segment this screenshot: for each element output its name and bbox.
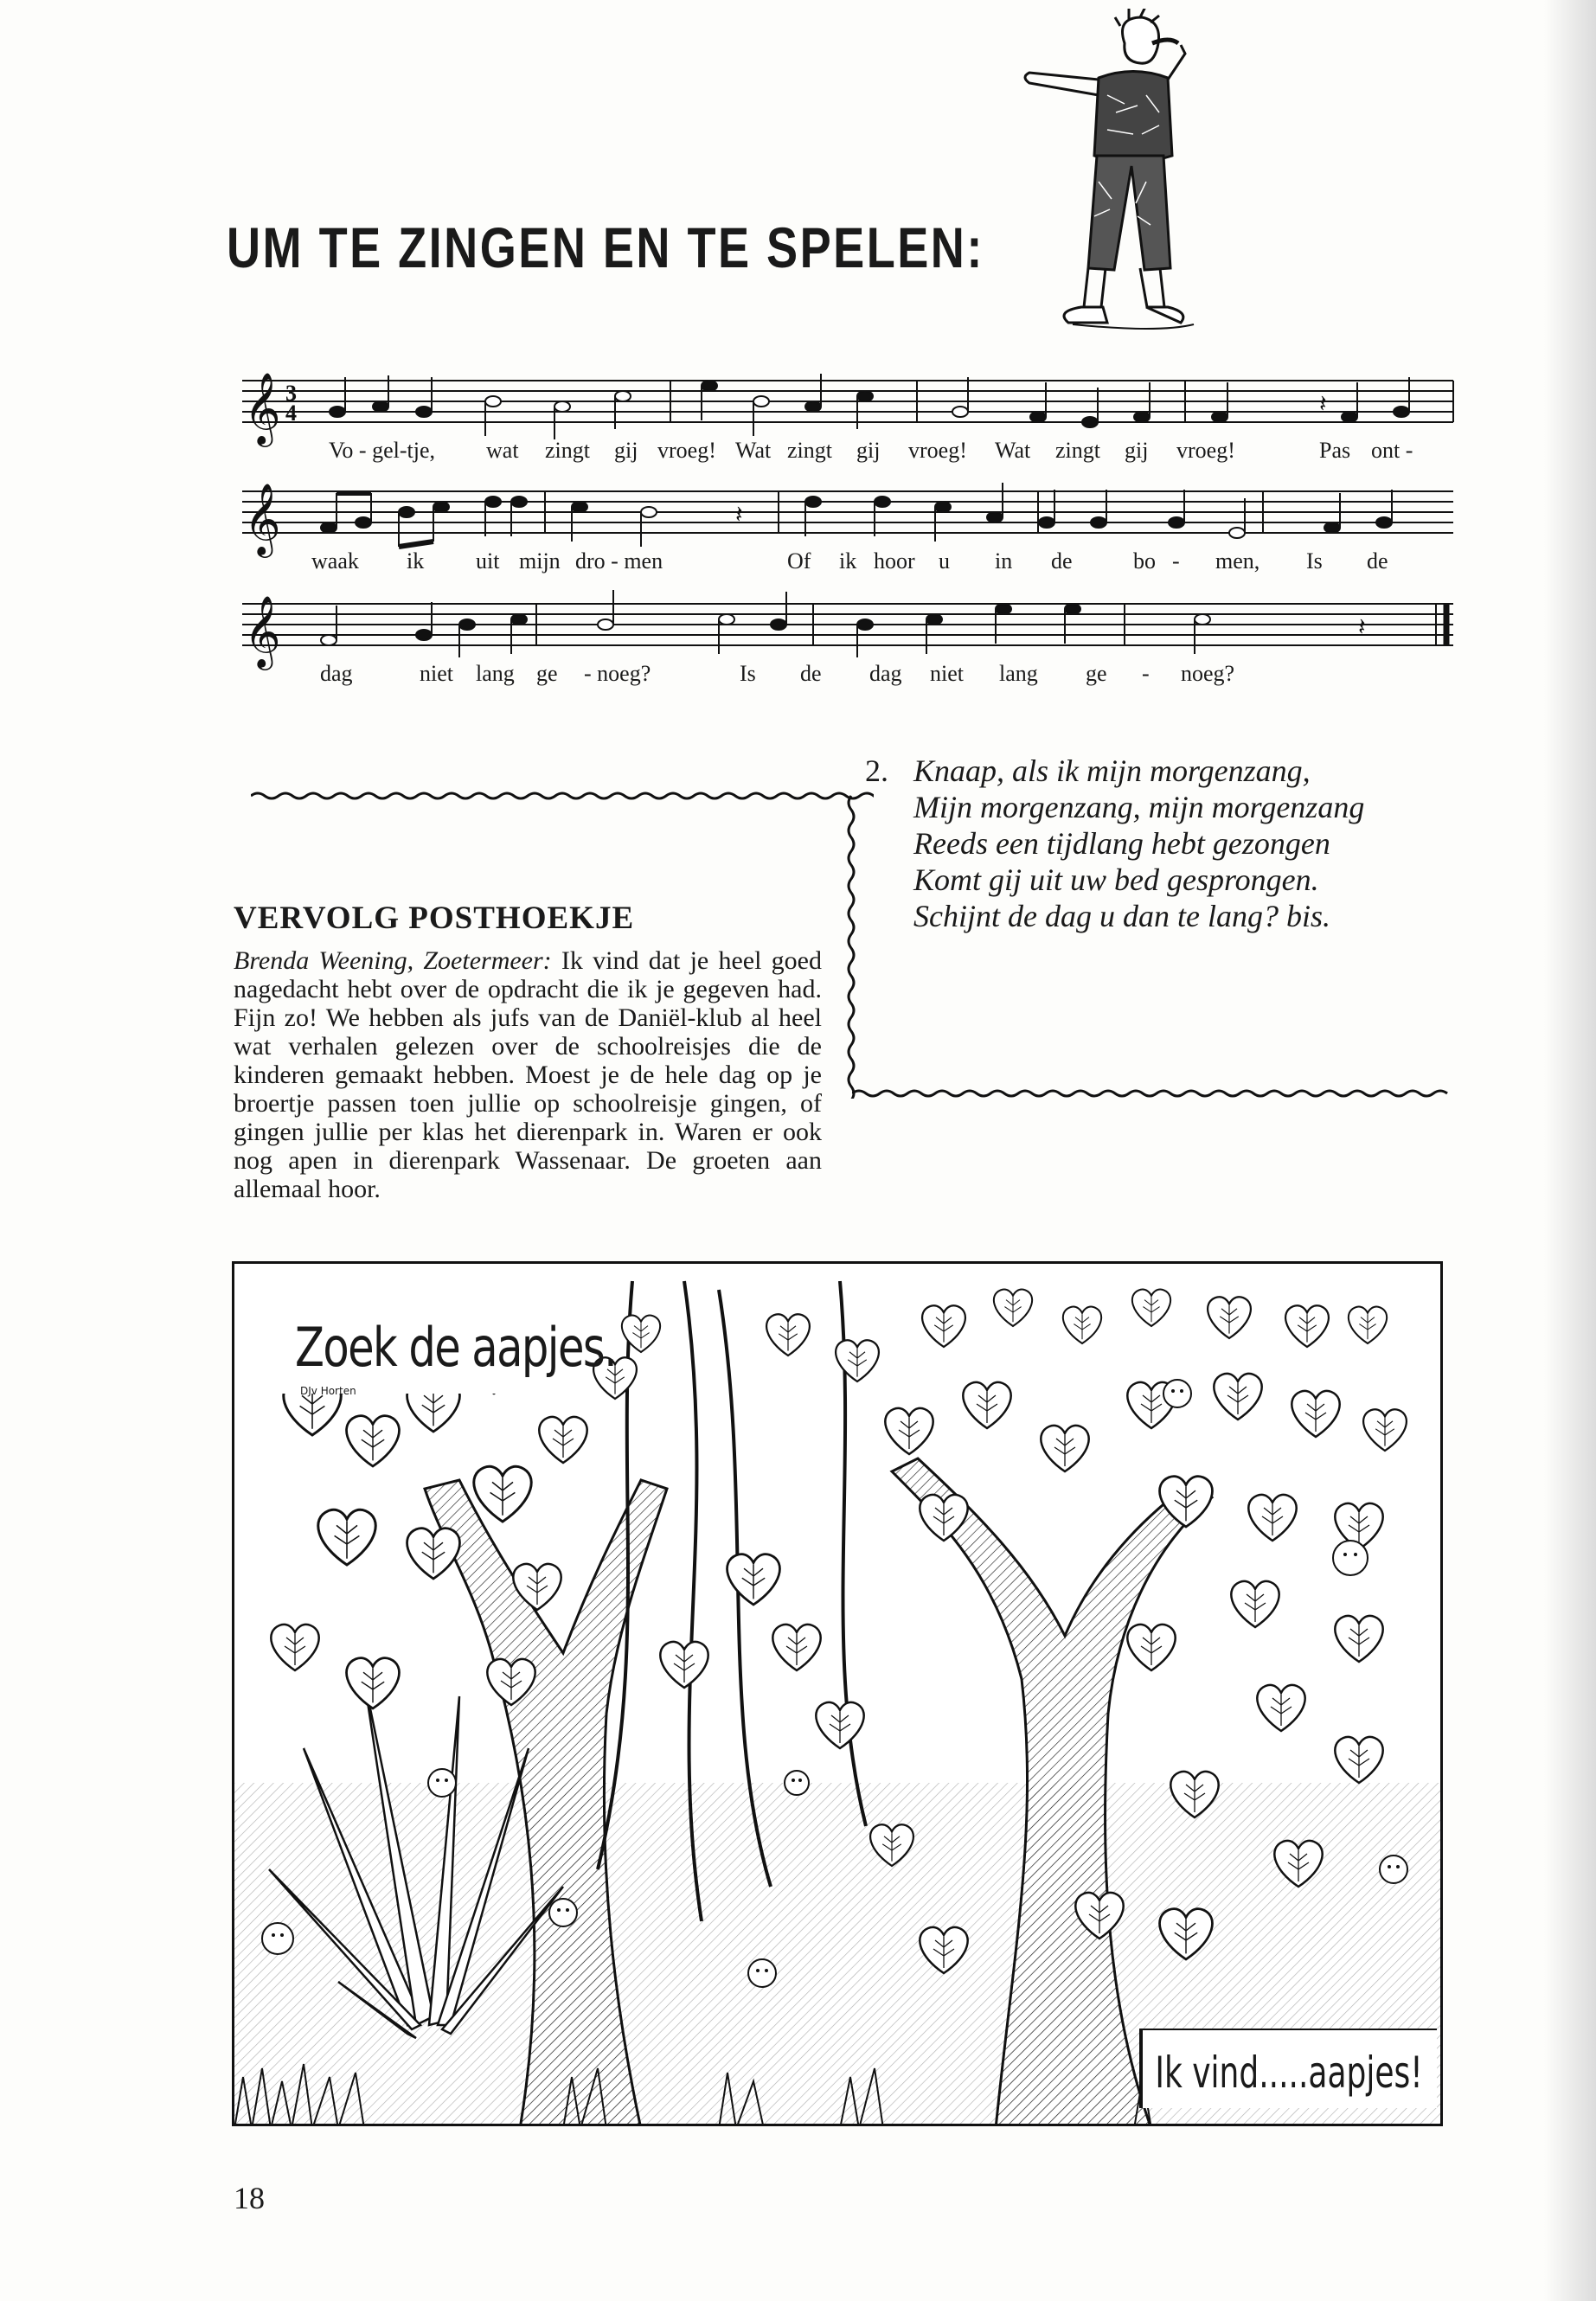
lyric-word: de	[800, 661, 822, 686]
lyric-word: lang	[476, 661, 515, 686]
answer-prompt: Ik vind.....aapjes!	[1155, 2048, 1423, 2098]
lyric-word: niet	[930, 661, 964, 686]
lyric-word: Vo - gel-tje,	[329, 438, 435, 463]
lyric-word: vroeg!	[1176, 438, 1235, 463]
verse-line: Mijn morgenzang, mijn morgenzang	[913, 790, 1365, 824]
wavy-divider	[852, 1083, 1449, 1104]
sheet-music	[242, 363, 1471, 709]
svg-text:𝄽: 𝄽	[1358, 612, 1366, 641]
lyric-word: Wat	[735, 438, 772, 463]
verse-line: 2. Knaap, als ik mijn morgenzang,	[865, 753, 1311, 788]
lyric-word: zingt	[787, 438, 832, 463]
lyric-word: ont -	[1371, 438, 1413, 463]
posthoekje-text	[234, 946, 822, 1203]
lyric-word: zingt	[1055, 438, 1100, 463]
posthoekje-author: Brenda Weening, Zoetermeer:	[234, 946, 552, 975]
lyric-word: niet	[420, 661, 453, 686]
lyric-word: Wat	[995, 438, 1031, 463]
lyric-word: ge	[536, 661, 558, 686]
svg-text:𝄽: 𝄽	[1319, 389, 1327, 418]
page-edge-shadow	[1544, 0, 1596, 2301]
verse-line: Reeds een tijdlang hebt gezongen	[913, 826, 1330, 861]
lyric-word: dag	[869, 661, 902, 686]
svg-text:𝄽: 𝄽	[735, 500, 743, 529]
puzzle-title: Zoek de aapjes.	[295, 1316, 617, 1379]
lyric-word: - noeg?	[584, 661, 651, 686]
lyric-word: ik	[407, 548, 425, 574]
lyric-word: mijn	[519, 548, 561, 574]
lyric-word: Of	[787, 548, 811, 574]
lyric-word: bo	[1133, 548, 1156, 574]
lyric-word: -	[1142, 661, 1150, 686]
verse-line: Komt gij uit uw bed gesprongen.	[913, 862, 1319, 897]
lyric-word: hoor	[874, 548, 915, 574]
lyric-word: gij	[1125, 438, 1149, 463]
lyric-word: gij	[614, 438, 638, 463]
find-the-monkeys-puzzle	[232, 1261, 1443, 2126]
lyric-word: noeg?	[1181, 661, 1235, 686]
svg-text:𝄞: 𝄞	[244, 482, 281, 554]
lyrics-line-3	[242, 661, 1471, 695]
lyric-word: in	[995, 548, 1013, 574]
lyrics-line-1	[242, 438, 1471, 472]
lyric-word: men,	[1215, 548, 1260, 574]
song-verse-2	[865, 753, 1364, 934]
lyric-word: gij	[856, 438, 881, 463]
lyric-word: u	[939, 548, 950, 574]
svg-text:𝄞: 𝄞	[244, 594, 281, 667]
lyric-word: uit	[476, 548, 500, 574]
lyric-word: ik	[839, 548, 857, 574]
music-staves	[242, 363, 1471, 709]
verse-number: 2.	[865, 753, 888, 788]
verse-line: Schijnt de dag u dan te lang? bis.	[913, 899, 1330, 933]
artist-signature: DJv Horten	[300, 1385, 356, 1397]
page-number: 18	[234, 2181, 265, 2215]
lyric-word: dro - men	[575, 548, 663, 574]
svg-text:4: 4	[285, 401, 297, 426]
lyric-word: lang	[999, 661, 1038, 686]
lyric-word: Is	[1306, 548, 1323, 574]
posthoekje-message: Ik vind dat je heel goed nagedacht hebt over de opdracht die ik je gegeven had. Fijn zo! We hebben als jufs van de Daniël-klub al heel wat verhalen gelezen over de schoolreisjes die de kinderen gemaakt hebben. Moest je de hele dag op je broertje passen toen jullie op schoolreisje gingen, of gingen jullie per klas het dierenpark in. Waren er ook nog apen in dierenpark Wassenaar. De groeten aan allemaal hoor.	[234, 946, 822, 1203]
lyrics-line-2	[242, 548, 1471, 583]
lyric-word: zingt	[545, 438, 590, 463]
lyric-word: de	[1051, 548, 1073, 574]
treble-clef-icon: 𝄞	[244, 371, 281, 444]
lyric-word: vroeg!	[908, 438, 967, 463]
lyric-word: vroeg!	[657, 438, 716, 463]
lyric-word: -	[1172, 548, 1180, 574]
lyric-word: waak	[311, 548, 359, 574]
page-title: UM TE ZINGEN EN TE SPELEN:	[227, 215, 984, 279]
lyric-word: Pas	[1319, 438, 1351, 463]
svg-text:3: 3	[285, 381, 297, 406]
lyric-word: dag	[320, 661, 353, 686]
singing-boy-illustration	[995, 9, 1254, 337]
lyric-word: wat	[486, 438, 519, 463]
lyric-word: ge	[1086, 661, 1107, 686]
posthoekje-heading: VERVOLG POSTHOEKJE	[234, 901, 635, 936]
lyric-word: de	[1367, 548, 1388, 574]
lyric-word: Is	[740, 661, 756, 686]
